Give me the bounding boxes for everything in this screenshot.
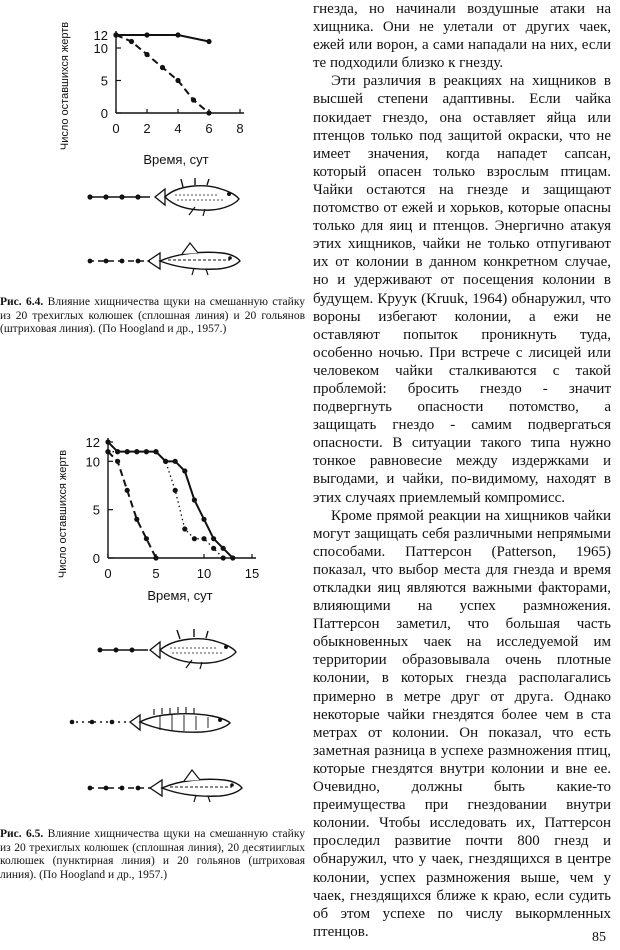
data-point-dotted <box>192 536 197 541</box>
data-point-solid <box>144 32 149 37</box>
data-point-dashed <box>105 449 110 454</box>
y-tick-label: 0 <box>92 551 100 566</box>
data-point-dashed <box>129 39 134 44</box>
data-point-dashed <box>175 78 180 83</box>
stickleback-fish-icon <box>150 629 236 669</box>
data-point-dotted <box>221 555 226 560</box>
data-point-dotted <box>163 459 168 464</box>
chart-ylabel: Число оставшихся жертв <box>59 21 71 151</box>
paragraph: Эти различия в реакциях на хищников в высшей степени адаптивны. Если чайка покидает гнездо, она оставляет яйца или птенцов только под защитой окраски, что не имеет значения, когда нападет сапсан, который опасен только взрослым птицам. Чайки остаются на гнезде и защищают потомство от ежей и хорьков, которые опасны только для яиц и птенцов. Энергично атакуя этих хищников, чайки не только отпугивают их от колонии в данном конкретном случае, но и удерживают от посещения колонии в будущем. Круук (Kruuk, 1964) обнаружил, что вороны избегают колонии, а ежи не оставляют попыток проникнуть туда, особенно ночью. При встрече с лисицей или человеком чайки сталкиваются с такой проблемой: бросить гнездо - значит подвергнуть опасности потомство, а защищать гнездо - самим подвергаться опасности. В ситуации такого типа нужно тонкое равновесие между издержками и выгодами, и чайки, по-видимому, находят в этих случаях приемлемый компромисс. <box>313 73 611 506</box>
data-point-solid <box>192 497 197 502</box>
data-point-dashed <box>153 555 158 560</box>
data-point-dashed <box>206 110 211 115</box>
chart-axes <box>116 31 244 113</box>
caption-text: Влияние хищничества щуки на смешанную стайку из 20 трехиглых колюшек (сплошная линия), 20 десятииглых колюшек (пунктирная линия) и 20 гольянов (штриховая линия). (По Hoogland и др., 1957.) <box>0 828 305 881</box>
data-point-dotted <box>182 526 187 531</box>
body-text-column <box>313 0 611 941</box>
data-point-dotted <box>115 449 120 454</box>
legend-solid-three-spined <box>98 629 237 669</box>
y-tick-label: 12 <box>93 28 108 43</box>
data-point-solid <box>211 536 216 541</box>
y-tick-label: 10 <box>93 41 108 56</box>
data-point-solid <box>206 39 211 44</box>
data-point-dashed <box>115 459 120 464</box>
data-point-solid <box>175 32 180 37</box>
x-tick-label: 6 <box>205 121 213 136</box>
data-point-solid <box>201 517 206 522</box>
figure-6-4-chart <box>0 10 310 170</box>
minnow-fish-icon <box>148 243 240 275</box>
x-tick-label: 4 <box>174 121 182 136</box>
x-tick-label: 8 <box>236 121 244 136</box>
figure-6-5-chart <box>0 428 310 608</box>
y-tick-label: 10 <box>85 454 100 470</box>
data-point-solid <box>221 546 226 551</box>
data-point-dotted <box>134 449 139 454</box>
data-point-dotted <box>144 449 149 454</box>
data-point-dashed <box>144 536 149 541</box>
data-point-dashed <box>191 97 196 102</box>
data-point-dashed <box>134 517 139 522</box>
chart-ylabel: Число оставшихся жертв <box>57 449 69 579</box>
paragraph: гнезда, но начинали воздушные атаки на хищника. Они не улетали от других чаек, ежей или ворон, а сами нападали на них, если те подходили близко к гнезду. <box>313 1 611 72</box>
data-point-dotted <box>153 449 158 454</box>
chart-xlabel: Время, сут <box>147 588 213 603</box>
page-number: 85 <box>592 930 606 945</box>
data-point-dashed <box>160 65 165 70</box>
x-tick-label: 5 <box>152 566 160 581</box>
caption-label: Рис. 6.4. <box>0 296 44 308</box>
chart-series <box>113 32 211 115</box>
caption-label: Рис. 6.5. <box>0 828 44 840</box>
minnow-fish-icon <box>150 770 242 802</box>
data-point-dotted <box>211 546 216 551</box>
y-tick-label: 0 <box>100 106 108 121</box>
figure-6-5-legend <box>0 618 310 823</box>
data-point-dashed <box>113 32 118 37</box>
x-tick-label: 0 <box>104 566 112 581</box>
chart-xlabel: Время, сут <box>143 152 209 167</box>
y-tick-label: 5 <box>100 73 108 89</box>
figure-6-4-legend <box>0 175 310 280</box>
data-point-solid <box>230 555 235 560</box>
data-point-dashed <box>144 52 149 57</box>
series-line-dotted <box>108 452 223 558</box>
legend-dashed-minnow <box>88 770 242 802</box>
caption-text: Влияние хищничества щуки на смешанную стайку из 20 трехиглых колюшек (сплошная линия) и 20 гольянов (штриховая линия). (По Hoogland и др., 1957.) <box>0 296 305 336</box>
y-tick-label: 12 <box>85 435 100 450</box>
legend-dashed-minnow <box>88 243 240 275</box>
legend-solid-stickleback <box>87 178 239 216</box>
data-point-dotted <box>173 488 178 493</box>
figure-6-5-caption <box>0 828 305 882</box>
paragraph: Кроме прямой реакции на хищников чайки могут защищать себя различными непрямыми способами. Паттерсон (Patterson, 1965) показал, что выбор места для гнезда и время откладки яиц являются важными факторами, влияющими на успех размножения. Паттерсон заметил, что большая часть обыкновенных чаек на исследуемой им территории образовывала очень плотные колонии, в которых гнезда располагались примерно в метре друг от друга. Однако некоторые чайки гнездятся более чем в ста метрах от колонии. Он показал, что есть заметная разница в успехе размножения птиц, которые гнездятся внутри колонии и вне ее. Очевидно, должны быть какие-то преимущества при гнездовании внутри колонии. Чтобы исследовать их, Паттерсон проследил развитие почти 800 гнезд и обнаружил, что у чаек, гнездящихся в центре колонии, успех размножения выше, чем у чаек, гнездящихся ближе к краю, если судить об этом успехе по числу выкормленных птенцов. <box>313 507 611 940</box>
x-tick-label: 10 <box>196 566 212 581</box>
data-point-dotted <box>125 449 130 454</box>
x-tick-label: 0 <box>112 121 120 136</box>
data-point-solid <box>105 439 110 444</box>
x-tick-label: 2 <box>143 121 151 136</box>
data-point-dotted <box>201 536 206 541</box>
chart-axes <box>108 438 256 558</box>
legend-dotted-ten-spined <box>70 707 230 732</box>
ten-spined-stickleback-icon <box>130 707 230 732</box>
stickleback-fish-icon <box>155 178 239 216</box>
chart-series <box>105 439 235 560</box>
series-line-dashed <box>108 452 156 558</box>
x-tick-label: 15 <box>244 566 260 581</box>
y-tick-label: 5 <box>92 502 100 518</box>
data-point-dashed <box>125 488 130 493</box>
data-point-solid <box>182 468 187 473</box>
data-point-solid <box>173 459 178 464</box>
figure-6-4-caption <box>0 296 305 337</box>
